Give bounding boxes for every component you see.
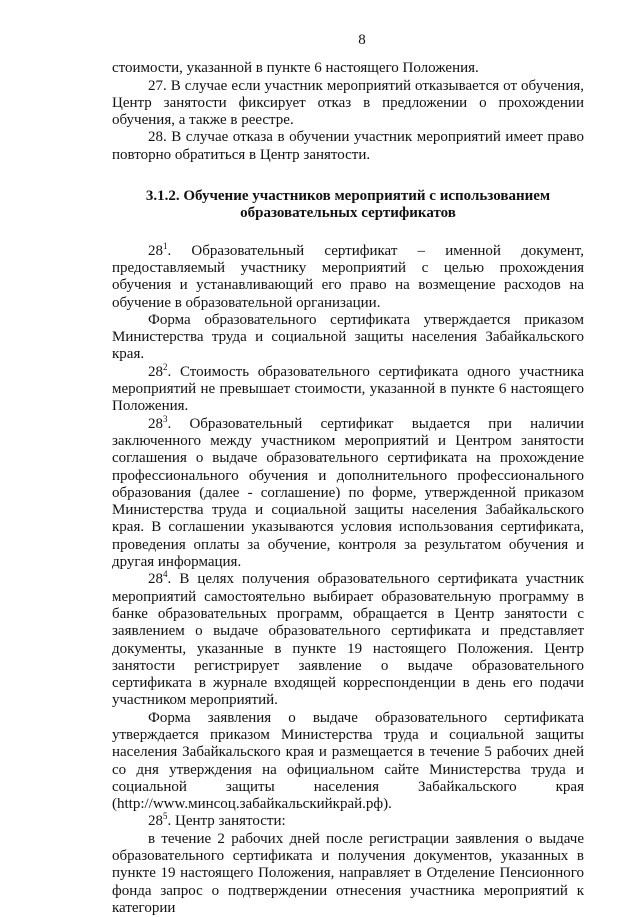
paragraph-28-2 — [112, 361, 584, 416]
paragraph-form-certificate: Форма образовательного сертификата утверждается приказом Министерства труда и социальной защиты населения Забайкальского края. — [112, 311, 584, 363]
paragraph-superscript: 3 — [163, 413, 168, 424]
paragraph-number: 28 — [148, 242, 163, 259]
paragraph-28-3 — [112, 413, 584, 572]
paragraph-form-application: Форма заявления о выдаче образовательного сертификата утверждается приказом Министерства труда и социальной защиты населения Забайкальского края и размещается в течение 5 рабочих дней со дня утверждения на официальном сайте Министерства труда и социальной защиты населения Забайкальского края (http://www.минсоц.забайкальскийкрай.рф). — [112, 709, 584, 813]
paragraph-text: . Стоимость образовательного сертификата одного участника мероприятий не превышает стоимости, указанной в пункте 6 настоящего Положения. — [112, 363, 584, 415]
paragraph-number: 28 — [148, 415, 163, 432]
paragraph-text: . Центр занятости: — [167, 813, 286, 830]
section-heading-line-1: 3.1.2. Обучение участников мероприятий с использованием — [145, 188, 551, 205]
paragraph-28-5 — [112, 813, 584, 830]
paragraph-superscript: 5 — [163, 811, 168, 822]
section-heading-line-2: образовательных сертификатов — [240, 205, 456, 222]
paragraph-superscript: 2 — [163, 361, 168, 372]
paragraph-superscript: 4 — [163, 569, 168, 580]
paragraph-text: . В целях получения образовательного сертификата участник мероприятий самостоятельно выбирает образовательную программу в банке образовательных программ, обращается в Центр занятости с заявлением о выдаче образовательного сертификата и представляет документы, указанные в пункте 19 настоящего Положения. Центр занятости регистрирует заявление о выдаче образовательного сертификата в журнале входящей корреспонденции в день его подачи участником мероприятий. — [112, 571, 584, 709]
section-heading — [112, 188, 584, 223]
paragraph-text: . Образовательный сертификат выдается при наличии заключенного между участником мероприятий и Центром занятости соглашения о выдаче образовательного сертификата на прохождение профессионального обучения и дополнительного профессионального образования (далее - соглашение) по форме, утвержденной приказом Министерства труда и социальной защиты населения Забайкальского края. В соглашении указываются условия использования сертификата, проведения оплаты за обучение, контроля за результатом обучения и другая информация. — [112, 415, 584, 571]
paragraph-employment-center-duty: в течение 2 рабочих дней после регистрации заявления о выдаче образовательного сертификата и получения документов, указанных в пункте 19 настоящего Положения, направляет в Отделение Пенсионного фонда запрос о подтверждении отнесения участника мероприятий к категории — [112, 830, 584, 916]
paragraph-number: 28 — [148, 363, 163, 380]
paragraph-superscript: 1 — [163, 240, 168, 251]
paragraph-28-4 — [112, 571, 584, 709]
paragraph-text: . Образовательный сертификат – именной документ, предоставляемый участнику мероприятий с целью прохождения обучения и устанавливающий его право на возмещение расходов на обучение в образовательной организации. — [112, 242, 584, 311]
paragraph-27: 27. В случае если участник мероприятий отказывается от обучения, Центр занятости фиксирует отказ в предложении о прохождении обучения, а также в реестре. — [112, 77, 584, 129]
paragraph-28: 28. В случае отказа в обучении участник мероприятий имеет право повторно обратиться в Центр занятости. — [112, 129, 584, 163]
paragraph-number: 28 — [148, 571, 163, 588]
paragraph-continuation: стоимости, указанной в пункте 6 настоящего Положения. — [112, 60, 479, 77]
paragraph-28-1 — [112, 240, 584, 312]
page-number: 8 — [358, 32, 366, 48]
paragraph-number: 28 — [148, 813, 163, 830]
